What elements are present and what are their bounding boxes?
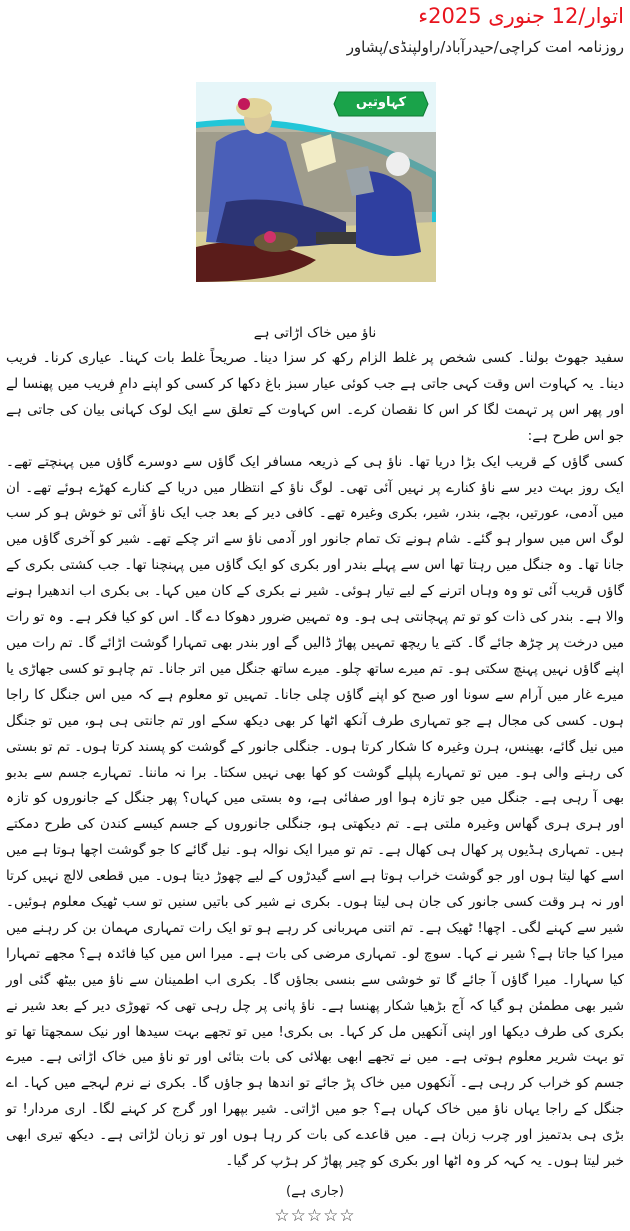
hero-image [196, 82, 436, 282]
article-column [6, 322, 624, 1231]
intro-paragraph: سفید جھوٹ بولنا۔ کسی شخص پر غلط الزام رکھ کر سزا دینا۔ صریحاً غلط بات کہنا۔ عیاری کرنا۔ فریب دینا۔ یہ کہاوت اس وقت کہی جاتی ہے جب کوئی عیار سبز باغ دکھا کر کسی کو اپنے دامِ فریب میں پھنسا لے اور پھر اس پر تہمت لگا کر اس کا نقصان کرے۔ اس کہاوت کے تعلق سے ایک لوک کہانی بیان کی جاتی ہے جو اس طرح ہے: [6, 350, 624, 444]
newspaper-source: روزنامہ امت کراچی/حیدرآباد/راولپنڈی/پشاور [346, 38, 624, 56]
article-title: ناؤ میں خاک اڑاتی ہے [253, 325, 377, 341]
star-divider: ☆☆☆☆☆ [274, 1206, 356, 1226]
continued-label: (جاری ہے) [286, 1184, 344, 1199]
badge-label: کہاوتیں [355, 95, 407, 110]
article-body [6, 346, 624, 1175]
story-paragraph: کسی گاؤں کے قریب ایک بڑا دریا تھا۔ ناؤ ہی کے ذریعہ مسافر ایک گاؤں سے دوسرے گاؤں میں پہنچتے تھے۔ ایک روز بہت دیر سے ناؤ کنارے پر نہیں آئی تھی۔ لوگ ناؤ کے انتظار میں دریا کے کنارے کھڑے ہوئے تھے۔ ان میں آدمی، عورتیں، بچے، بندر، شیر، بکری وغیرہ تھے۔ کافی دیر کے بعد جب ایک ناؤ آئی تو خوش ہو کر سب لوگ اس میں سوار ہو گئے۔ شام ہونے تک تمام جانور اور آدمی ناؤ سے اتر چکے تھے۔ شیر کو آخری گاؤں میں جانا تھا۔ وہ جنگل میں رہتا تھا اس سے پہلے بندر اور بکری کو ایک گاؤں میں پہنچنا تھا۔ جب کشتی بکری کے گاؤں قریب آئی تو وہ وہاں اترنے کے لیے تیار ہوئی۔ شیر نے بکری کے کان میں کہا۔ بی بکری اب اندھیرا ہونے والا ہے۔ بندر کی ذات کو تو تم پہچانتی ہی ہو۔ وہ تمہیں ضرور دھوکا دے گا۔ اس کو کیا فکر ہے۔ وہ تو رات میں درخت پر چڑھ جائے گا۔ کتے یا ریچھ تمہیں پھاڑ ڈالیں گے اور بندر بھی تمہارا گوشت اڑائے گا۔ تم رات میں اپنے گاؤں نہیں پہنچ سکتی ہو۔ تم میرے ساتھ چلو۔ میرے ساتھ جنگل میں اتر جانا۔ تم چاہو تو کسی جھاڑی یا میرے غار میں آرام سے سونا اور صبح کو اپنے گاؤں چلی جانا۔ تمہیں تو معلوم ہے کہ میں اس جنگل کا راجا ہوں۔ کسی کی مجال ہے جو تمہاری طرف آنکھ اٹھا کر بھی دیکھ سکے اور تم جانتی ہی ہو، میں تو جنگل میں نیل گائے، بھینس، ہرن وغیرہ کا شکار کرتا ہوں۔ جنگلی جانور کے گوشت کو پسند کرتا ہوں۔ تم تو بستی کی رہنے والی ہو۔ میں تو تمہارے پلپلے گوشت کو کھا بھی نہیں سکتا۔ برا نہ ماننا۔ تمہارے جسم سے بدبو بھی آ رہی ہے۔ جنگل میں جو تازہ ہوا اور صفائی ہے، وہ بستی میں کہاں؟ پھر جنگل کے جانوروں کو تازہ اور ہری ہری گھاس وغیرہ ملتی ہے۔ تم دیکھتی ہو، جنگلی جانوروں کے جسم کیسے کندن کی طرح دمکتے ہیں۔ تمہاری ہڈیوں پر کھال ہی کھال ہے۔ تم تو میرا ایک نوالہ ہو۔ نیل گائے کا جو گوشت اچھا ہوتا ہے میں اسے کھا لیتا ہوں اور جو گوشت خراب ہوتا ہے اسے گیدڑوں کے لیے چھوڑ دیتا ہوں۔ میں قطعی لالچ نہیں کرتا اور نہ ہر وقت کسی جانور کی جان ہی لیتا ہوں۔ بکری نے شیر کی باتیں سنیں تو سب ٹھیک معلوم ہوئیں۔ شیر سے کہنے لگی۔ اچھا! ٹھیک ہے۔ تم اتنی مہربانی کر رہے ہو تو ایک رات تمہاری مہمان بن کر رہنے میں میرا کیا جاتا ہے؟ شیر نے کہا۔ سوچ لو۔ تمہاری مرضی کی بات ہے۔ میرا اس میں کیا فائدہ ہے؟ مجھے تمہارا کیا سہارا۔ میرا گاؤں آ جائے گا تو خوشی سے بنسی بجاؤں گا۔ بکری اب اطمینان سے ناؤ میں بیٹھ گئی اور شیر بھی مطمئن ہو گیا کہ آج بڑھیا شکار پھنسا ہے۔ ناؤ پانی پر چل رہی تھی کہ تھوڑی دیر کے بعد شیر نے بکری کی طرف دیکھا اور اپنی آنکھیں مل کر کہا۔ بی بکری! میں تو تجھے بہت سیدھا اور نیک سمجھتا تھا تو تو بہت شریر معلوم ہوتی ہے۔ میں نے تجھے ابھی بھلائی کی بات بتائی اور تو ناؤ میں خاک اڑاتی ہے۔ میرے جسم کو خراب کر رہی ہے۔ آنکھوں میں خاک پڑ جائے تو اندھا ہو جاؤں گا۔ بکری نے نرم لہجے میں کہا۔ اے جنگل کے راجا یہاں ناؤ میں خاک کہاں ہے؟ جو میں اڑاتی۔ شیر بپھرا اور گرج کر کہنے لگا۔ اری مردار! تو بڑی ہی بدتمیز اور چرب زبان ہے۔ میں قاعدے کی بات کر رہا ہوں اور تو زبان لڑاتی ہے۔ دیکھ تیری ابھی خبر لیتا ہوں۔ یہ کہہ کر وہ اٹھا اور بکری کو چیر پھاڑ کر ہڑپ کر گیا۔ [6, 453, 624, 1170]
publication-date: اتوار/12 جنوری 2025ء [418, 4, 624, 28]
elder-teaching-child-illustration [196, 82, 436, 282]
